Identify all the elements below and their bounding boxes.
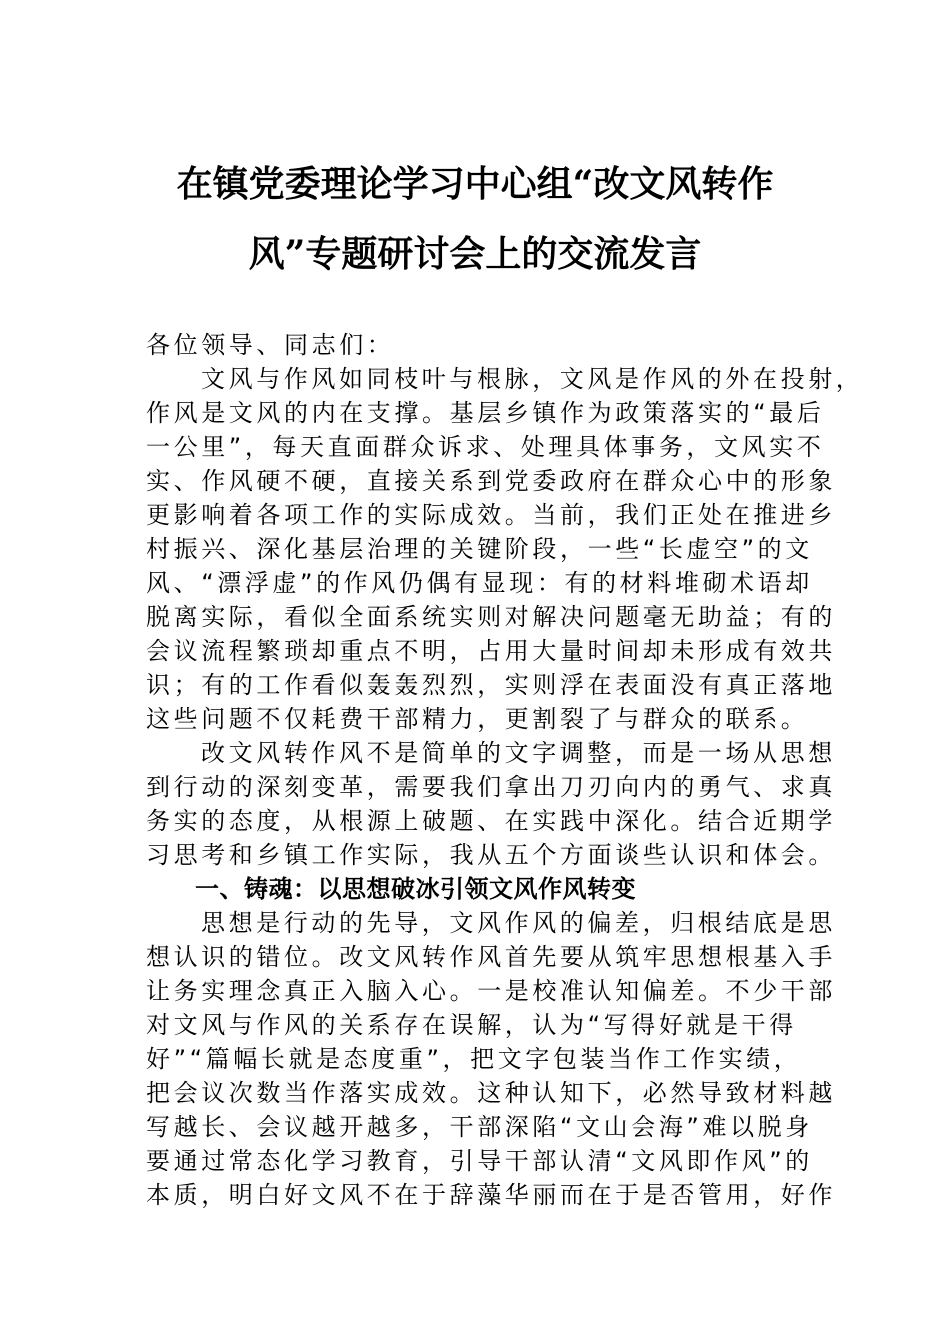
salutation: 各位领导、同志们：	[146, 331, 395, 359]
document-title-line-1: 在镇党委理论学习中心组“改文风转作	[176, 163, 774, 205]
text-line: 到行动的深刻变革，需要我们拿出刀刃向内的勇气、求真	[146, 773, 836, 801]
text-line: 要通过常态化学习教育，引导干部认清“文风即作风”的	[146, 1147, 813, 1175]
text-line: 习思考和乡镇工作实际，我从五个方面谈些认识和体会。	[146, 841, 836, 869]
section-heading: 一、铸魂：以思想破冰引领文风作风转变	[195, 875, 636, 903]
text-line: 脱离实际，看似全面系统实则对解决问题毫无助益；有的	[146, 603, 836, 631]
text-line: 识；有的工作看似轰轰烈烈，实则浮在表面没有真正落地	[146, 671, 836, 699]
text-line: 务实的态度，从根源上破题、在实践中深化。结合近期学	[146, 807, 836, 835]
text-line: 让务实理念真正入脑入心。一是校准认知偏差。不少干部	[146, 977, 836, 1005]
text-line: 好”“篇幅长就是态度重”，把文字包装当作工作实绩，	[146, 1045, 802, 1073]
text-line: 写越长、会议越开越多，干部深陷“文山会海”难以脱身	[146, 1113, 813, 1141]
text-line: 文风与作风如同枝叶与根脉，文风是作风的外在投射，	[201, 365, 864, 393]
text-line: 村振兴、深化基层治理的关键阶段，一些“长虚空”的文	[146, 535, 813, 563]
text-line: 思想是行动的先导，文风作风的偏差，归根结底是思	[201, 909, 836, 937]
text-line: 实、作风硬不硬，直接关系到党委政府在群众心中的形象	[146, 467, 836, 495]
text-line: 想认识的错位。改文风转作风首先要从筑牢思想根基入手	[146, 943, 836, 971]
document-title-line-2: 风”专题研讨会上的交流发言	[248, 233, 702, 275]
text-line: 风、“漂浮虚”的作风仍偶有显现：有的材料堆砌术语却	[146, 569, 813, 597]
text-line: 本质，明白好文风不在于辞藻华丽而在于是否管用，好作	[146, 1181, 836, 1209]
text-line: 一公里”，每天直面群众诉求、处理具体事务，文风实不	[146, 433, 825, 461]
text-line: 把会议次数当作落实成效。这种认知下，必然导致材料越	[146, 1079, 836, 1107]
text-line: 改文风转作风不是简单的文字调整，而是一场从思想	[201, 739, 836, 767]
text-line: 作风是文风的内在支撑。基层乡镇作为政策落实的“最后	[146, 399, 825, 427]
document-body	[146, 328, 864, 1212]
text-line: 更影响着各项工作的实际成效。当前，我们正处在推进乡	[146, 501, 836, 529]
text-line: 对文风与作风的关系存在误解，认为“写得好就是干得	[146, 1011, 797, 1039]
text-line: 会议流程繁琐却重点不明，占用大量时间却未形成有效共	[146, 637, 836, 665]
text-line: 这些问题不仅耗费干部精力，更割裂了与群众的联系。	[146, 705, 809, 733]
